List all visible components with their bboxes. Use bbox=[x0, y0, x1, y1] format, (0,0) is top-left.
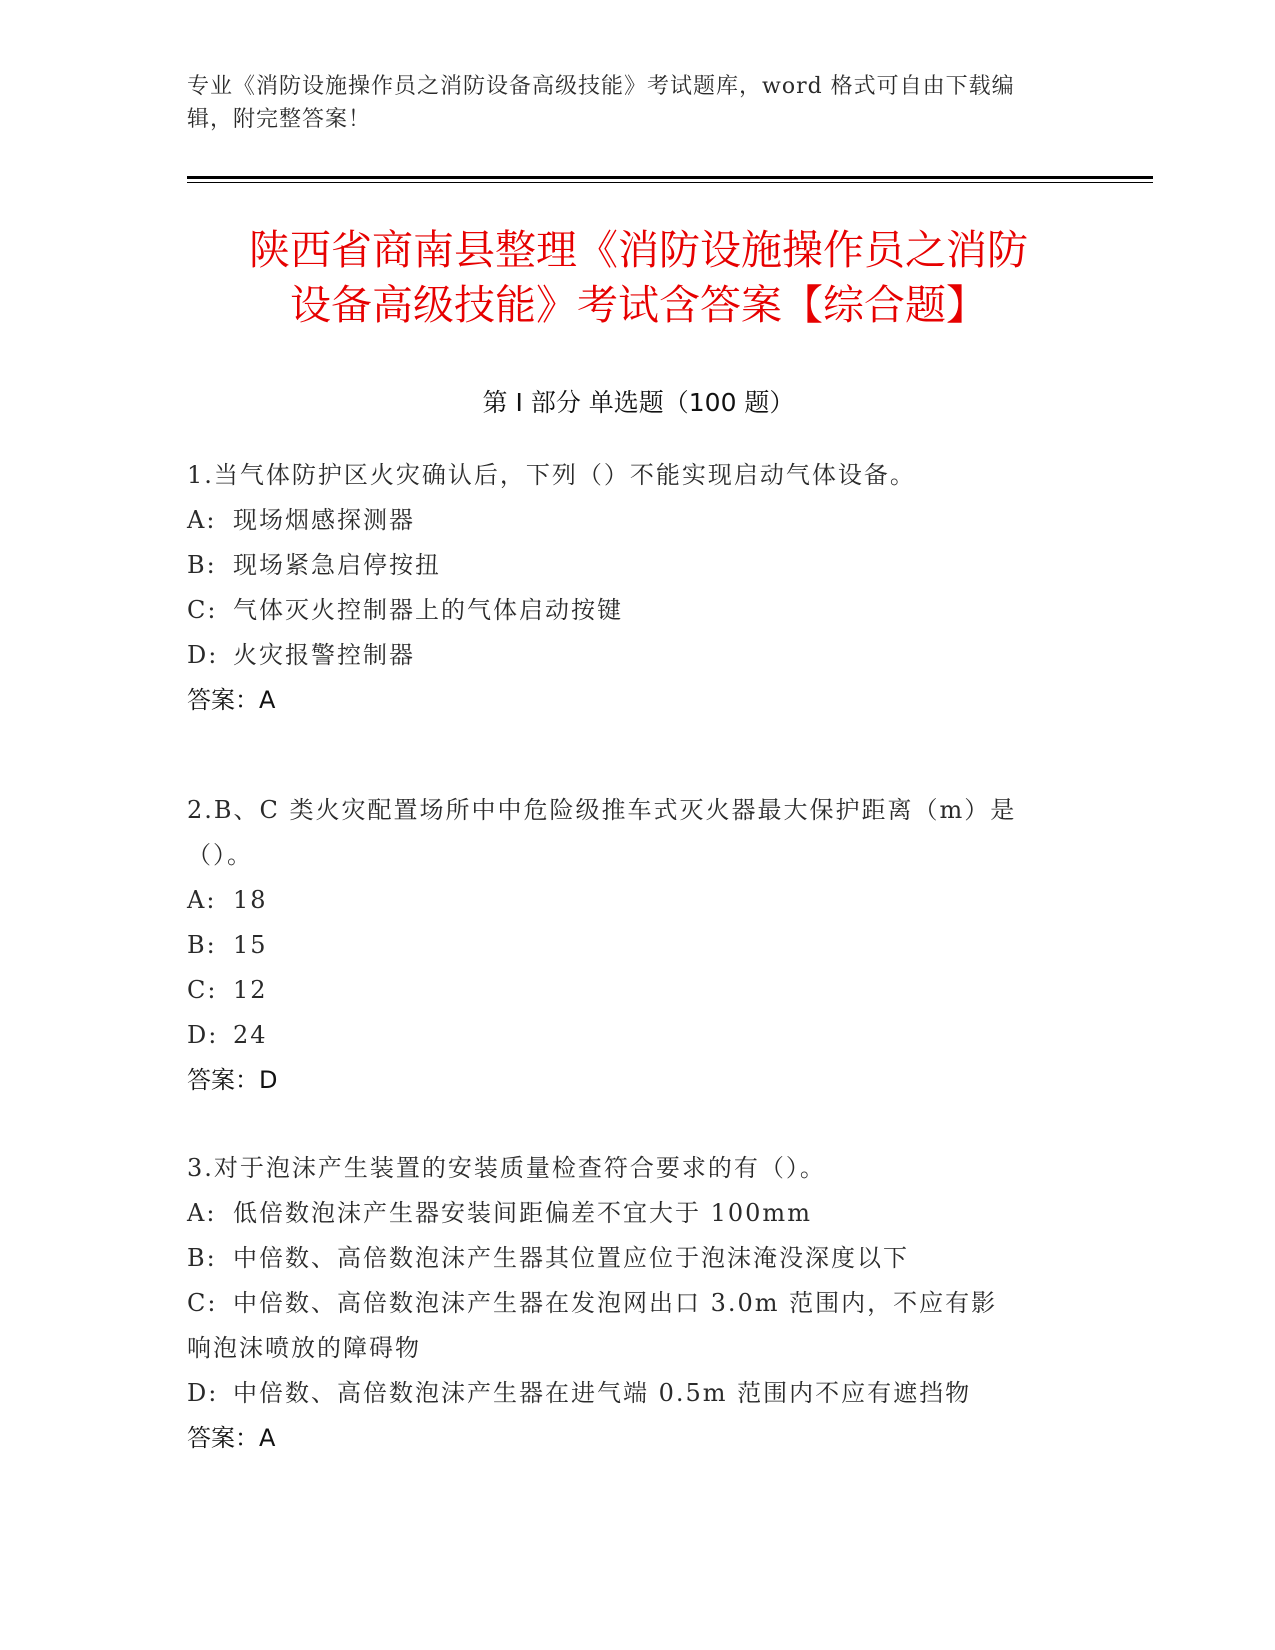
option-text: 低倍数泡沫产生器安装间距偏差不宜大于 100mm bbox=[233, 1199, 812, 1227]
option-key: A: bbox=[187, 1199, 217, 1227]
question-2 bbox=[187, 788, 1087, 1103]
option-key: D: bbox=[187, 641, 219, 669]
header-rule-thick bbox=[187, 176, 1153, 179]
option-c bbox=[187, 1281, 1087, 1326]
question-1 bbox=[187, 453, 1087, 723]
option-b bbox=[187, 923, 1087, 968]
option-text: 24 bbox=[233, 1021, 268, 1049]
option-text: 现场紧急启停按扭 bbox=[233, 551, 441, 579]
option-text: 18 bbox=[233, 886, 268, 914]
option-text: 中倍数、高倍数泡沫产生器其位置应位于泡沫淹没深度以下 bbox=[233, 1244, 909, 1272]
option-d bbox=[187, 1371, 1087, 1416]
option-key: D: bbox=[187, 1021, 219, 1049]
option-text: 12 bbox=[233, 976, 268, 1004]
option-a bbox=[187, 1191, 1087, 1236]
question-stem: 1.当气体防护区火灾确认后，下列（）不能实现启动气体设备。 bbox=[187, 461, 916, 489]
option-text: 中倍数、高倍数泡沫产生器在进气端 0.5m 范围内不应有遮挡物 bbox=[233, 1379, 972, 1407]
option-key: C: bbox=[187, 976, 218, 1004]
option-b bbox=[187, 543, 1087, 588]
option-text: 气体灭火控制器上的气体启动按键 bbox=[233, 596, 623, 624]
option-text: 中倍数、高倍数泡沫产生器在发泡网出口 3.0m 范围内，不应有影 bbox=[233, 1289, 998, 1317]
header-note-line-1: 专业《消防设施操作员之消防设备高级技能》考试题库，word 格式可自由下载编 bbox=[187, 74, 1015, 99]
option-text: 15 bbox=[233, 931, 268, 959]
option-a bbox=[187, 498, 1087, 543]
option-a bbox=[187, 878, 1087, 923]
section-title: 第 I 部分 单选题（100 题） bbox=[482, 388, 795, 417]
question-stem-line-2: （）。 bbox=[187, 841, 253, 869]
option-text: 现场烟感探测器 bbox=[233, 506, 415, 534]
option-key: D: bbox=[187, 1379, 219, 1407]
document-title-line-1: 陕西省商南县整理《消防设施操作员之消防 bbox=[249, 226, 1028, 274]
option-key: A: bbox=[187, 886, 217, 914]
answer: 答案：A bbox=[187, 686, 276, 714]
header-note bbox=[187, 70, 1067, 136]
document-title-line-2: 设备高级技能》考试含答案【综合题】 bbox=[290, 281, 987, 329]
option-text: 火灾报警控制器 bbox=[233, 641, 415, 669]
option-c bbox=[187, 968, 1087, 1013]
document-title bbox=[187, 223, 1090, 333]
option-key: B: bbox=[187, 931, 217, 959]
option-b bbox=[187, 1236, 1087, 1281]
option-d bbox=[187, 633, 1087, 678]
question-stem-line-1: 2.B、C 类火灾配置场所中中危险级推车式灭火器最大保护距离（m）是 bbox=[187, 796, 1017, 824]
option-c-continued: 响泡沫喷放的障碍物 bbox=[187, 1334, 421, 1362]
option-c bbox=[187, 588, 1087, 633]
answer: 答案：A bbox=[187, 1424, 276, 1452]
header-note-line-2: 辑，附完整答案！ bbox=[187, 107, 372, 132]
option-key: B: bbox=[187, 1244, 217, 1272]
option-d bbox=[187, 1013, 1087, 1058]
option-key: A: bbox=[187, 506, 217, 534]
option-key: C: bbox=[187, 1289, 218, 1317]
option-key: C: bbox=[187, 596, 218, 624]
header-rule-thin bbox=[187, 182, 1153, 183]
question-3 bbox=[187, 1146, 1087, 1461]
option-key: B: bbox=[187, 551, 217, 579]
question-stem: 3.对于泡沫产生装置的安装质量检查符合要求的有（）。 bbox=[187, 1154, 826, 1182]
answer: 答案：D bbox=[187, 1066, 278, 1094]
